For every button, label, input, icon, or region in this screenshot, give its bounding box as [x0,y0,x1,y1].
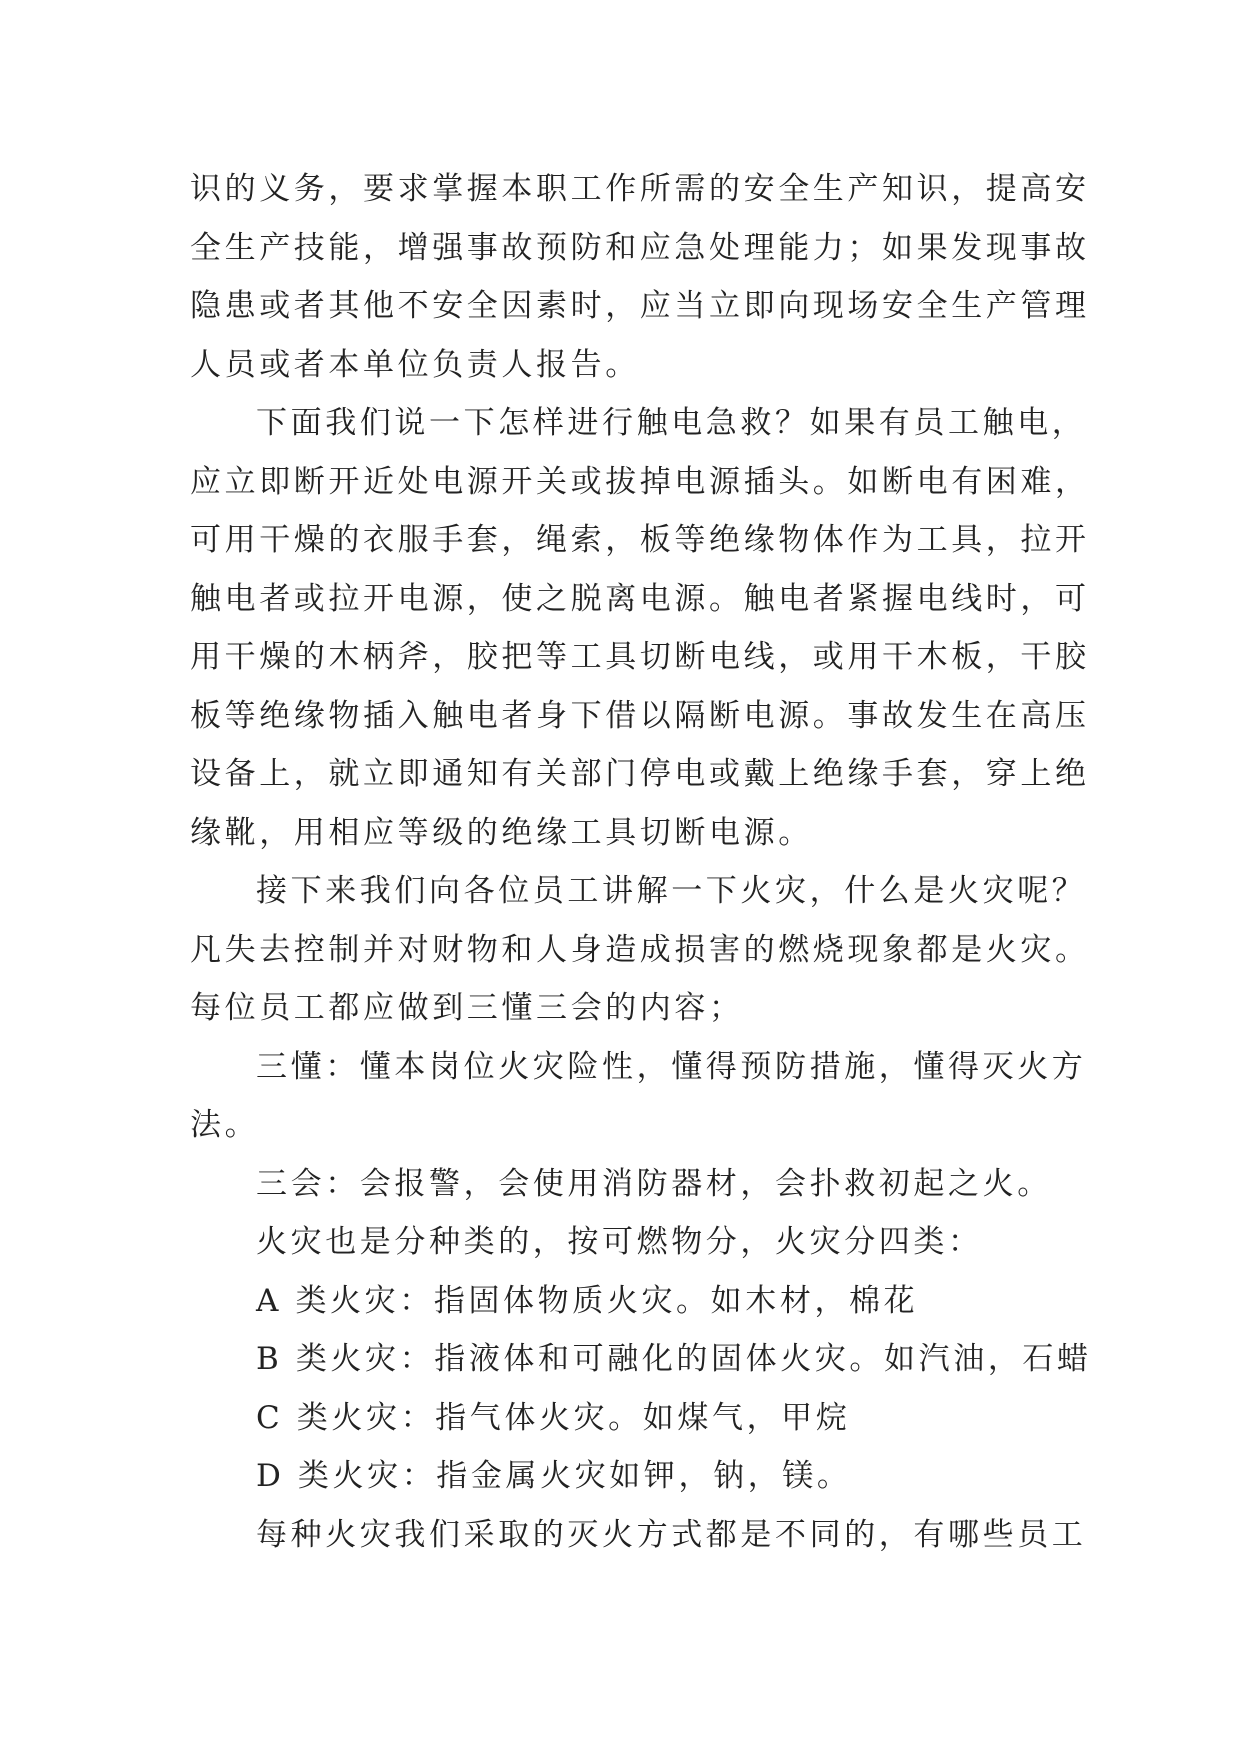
text-line: C 类火灾：指气体火灾。如煤气，甲烷 [256,1399,851,1436]
text-line: 板等绝缘物插入触电者身下借以隔断电源。事故发生在高压 [190,697,1090,734]
text-line: 每位员工都应做到三懂三会的内容； [190,990,744,1026]
text-line: 法。 [190,1107,260,1143]
text-line: 接下来我们向各位员工讲解一下火灾，什么是火灾呢？ [256,873,1087,909]
text-line: 触电者或拉开电源，使之脱离电源。触电者紧握电线时，可 [190,580,1090,617]
text-line: 火灾也是分种类的，按可燃物分，火灾分四类： [256,1224,983,1260]
text-line: 识的义务，要求掌握本职工作所需的安全生产知识，提高安 [190,171,1090,207]
body-text [190,160,1092,1564]
text-line: D 类火灾：指金属火灾如钾，钠，镁。 [256,1458,852,1494]
text-line: 人员或者本单位负责人报告。 [190,346,640,383]
text-line: 用干燥的木柄斧，胶把等工具切断电线，或用干木板，干胶 [190,639,1090,675]
text-line: B 类火灾：指液体和可融化的固体火灾。如汽油，石蜡 [256,1341,1092,1377]
text-line: A 类火灾：指固体物质火灾。如木材，棉花 [256,1282,919,1319]
text-line: 全生产技能，增强事故预防和应急处理能力；如果发现事故 [190,229,1090,266]
text-line: 可用干燥的衣服手套，绳索，板等绝缘物体作为工具，拉开 [190,522,1090,558]
text-line: 隐患或者其他不安全因素时，应当立即向现场安全生产管理 [190,288,1090,324]
text-line: 应立即断开近处电源开关或拔掉电源插头。如断电有困难， [190,463,1090,500]
text-line: 设备上，就立即通知有关部门停电或戴上绝缘手套，穿上绝 [190,756,1090,792]
text-line: 三会：会报警，会使用消防器材，会扑救初起之火。 [256,1165,1052,1202]
text-line: 缘靴，用相应等级的绝缘工具切断电源。 [190,814,813,851]
text-line: 凡失去控制并对财物和人身造成损害的燃烧现象都是火灾。 [190,931,1090,968]
text-line: 三懂：懂本岗位火灾险性，懂得预防措施，懂得灭火方 [256,1048,1087,1085]
text-line: 下面我们说一下怎样进行触电急救？如果有员工触电， [256,405,1087,441]
text-line: 每种火灾我们采取的灭火方式都是不同的，有哪些员工 [256,1516,1087,1553]
